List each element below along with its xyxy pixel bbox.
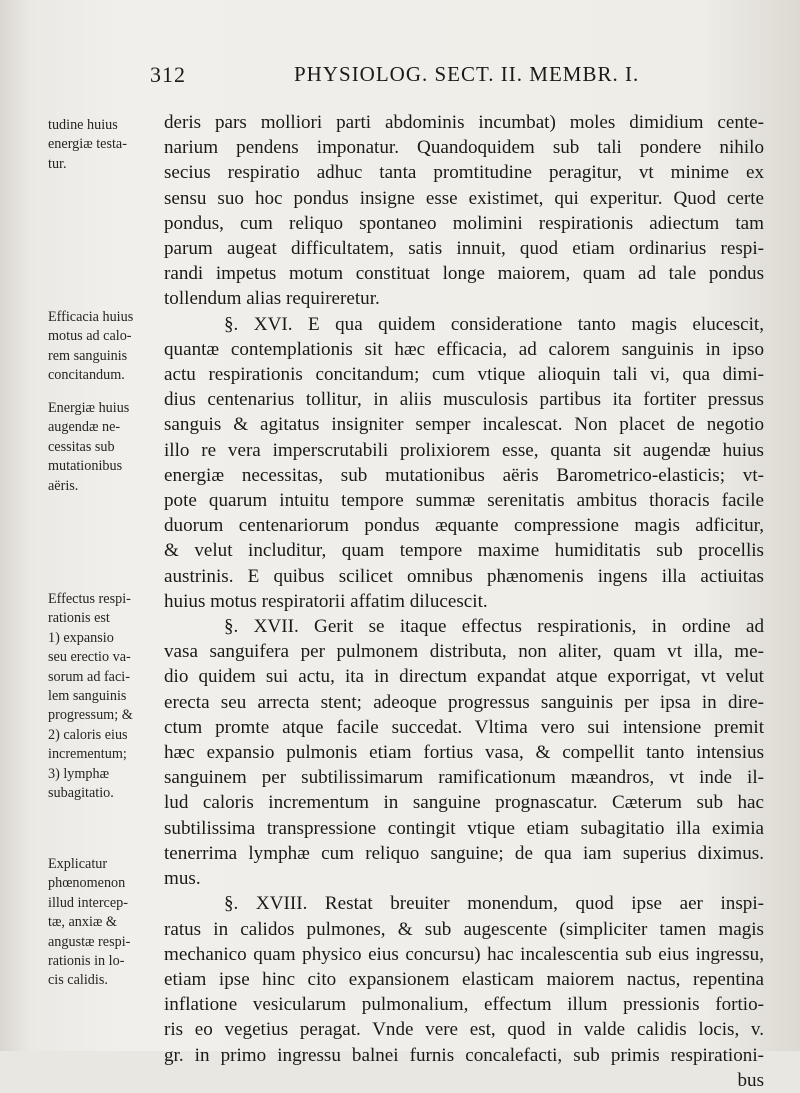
text-line: & velut includitur, quam tempore maxime humiditatis sub procellis xyxy=(164,540,764,562)
sidenote-line: subagitatio. xyxy=(48,785,114,802)
text-line: tollendum alias requireretur. xyxy=(164,288,380,310)
sidenote-line: rationis est xyxy=(48,610,110,627)
sidenote-line: augendæ ne- xyxy=(48,419,121,436)
sidenote-line: illud intercep- xyxy=(48,894,128,911)
sidenote-line: progressum; & xyxy=(48,707,133,724)
text-line: tenerrima lymphæ cum reliquo sanguine; de qua iam superius diximus. xyxy=(164,842,764,864)
page-number: 312 xyxy=(150,62,186,87)
sidenote-line: seu erectio va- xyxy=(48,649,131,666)
text-line: dius centenarius tollitur, in aliis musculosis partibus ita fortiter pressus xyxy=(164,389,764,411)
sidenote-line: sorum ad faci- xyxy=(48,668,130,685)
text-line: hæc expansio pulmonis etiam fortius vasa, & compellit tanto intensius xyxy=(164,742,764,764)
text-line: pondus, cum reliquo spontaneo molimini respirationis adiectum tam xyxy=(164,212,764,234)
sidenote-line: aëris. xyxy=(48,477,79,494)
text-line: deris pars molliori parti abdominis incumbat) moles dimidium cente- xyxy=(164,112,764,133)
sidenote-line: 2) caloris eius xyxy=(48,726,128,743)
sidenote-line: 1) expansio xyxy=(48,629,114,646)
text-line: huius motus respiratorii affatim dilucescit. xyxy=(164,590,488,612)
sidenote-2 xyxy=(48,308,160,386)
text-line: mus. xyxy=(164,868,201,890)
sidenote-line: Effectus respi- xyxy=(48,591,131,607)
text-line: narium pendens imponatur. Quandoquidem sub tali pondere nihilo xyxy=(164,137,764,159)
text-line: ris eo vegetius peragat. Vnde vere est, quod in valde calidis locis, v. xyxy=(164,1019,764,1041)
main-text xyxy=(164,110,764,1093)
text-line: inflatione vesicularum pulmonalium, effectum illum pressionis fortio- xyxy=(164,994,764,1016)
sidenote-line: Explicatur xyxy=(48,856,108,872)
text-line: ctum promte atque facile succedat. Vltima vero sui intensione premit xyxy=(164,716,764,738)
text-line: ratus in calidos pulmones, & sub augescente (simpliciter tamen magis xyxy=(164,918,764,940)
sidenote-1 xyxy=(48,116,160,174)
text-line: etiam ipse hinc cito expansionem elasticam maiorem nactus, repentina xyxy=(164,968,764,990)
text-line: sanguis & agitatus insigniter semper incalescat. Non placet de negotio xyxy=(164,414,764,436)
sidenote-line: angustæ respi- xyxy=(48,933,131,950)
page-header xyxy=(150,62,790,90)
text-line: austrinis. E quibus scilicet omnibus phænomenis ingens illa actiuitas xyxy=(164,565,764,587)
text-line: bus xyxy=(737,1069,764,1091)
sidenote-line: mutationibus xyxy=(48,458,123,475)
sidenote-line: cis calidis. xyxy=(48,972,108,989)
text-line: dio quidem sui actu, ita in directum expandat atque exporrigat, vt velut xyxy=(164,666,764,688)
text-line: gr. in primo ingressu balnei furnis concalefacti, sub primis respirationi- xyxy=(164,1044,764,1066)
text-line: illo re vera imperscrutabili prolixiorem esse, quanta sit augendæ huius xyxy=(164,439,764,461)
sidenote-line: cessitas sub xyxy=(48,438,115,455)
sidenote-line: tudine huius xyxy=(48,117,118,133)
text-line: sensu suo hoc pondus insigne esse existimet, qui experitur. Quod certe xyxy=(164,187,764,209)
text-line: quantæ contemplationis sit hæc efficacia, ad calorem sanguinis in ipso xyxy=(164,338,764,360)
text-line: parum augeat difficultatem, satis innuit, quod etiam ordinarius respi- xyxy=(164,238,764,260)
section-heading-line: §. XVI. E qua quidem consideratione tanto magis elucescit, xyxy=(224,313,764,335)
sidenote-line: rem sanguinis xyxy=(48,347,128,364)
text-line: randi impetus motum constituat longe maiorem, quam ad tale pondus xyxy=(164,263,764,285)
sidenote-4 xyxy=(48,590,160,803)
text-line: pote quarum intuitu tempore summæ serenitatis ambitus thoracis facile xyxy=(164,490,764,512)
sidenote-line: incrementum; xyxy=(48,746,127,763)
sidenote-line: motus ad calo- xyxy=(48,328,132,345)
sidenote-line: concitandum. xyxy=(48,367,125,384)
sidenote-line: energiæ testa- xyxy=(48,136,127,153)
text-line: lud caloris incrementum in sanguine prognascatur. Cæterum sub hac xyxy=(164,792,764,814)
sidenote-line: tæ, anxiæ & xyxy=(48,914,117,931)
text-line: energiæ necessitas, sub mutationibus aëris Barometrico-elasticis; vt- xyxy=(164,464,764,486)
section-heading-line: §. XVII. Gerit se itaque effectus respirationis, in ordine ad xyxy=(224,616,764,638)
sidenote-line: Efficacia huius xyxy=(48,309,134,325)
sidenote-line: 3) lymphæ xyxy=(48,765,110,782)
text-line: sanguinem per subtilissimarum ramificationum mæandros, vt inde il- xyxy=(164,767,764,789)
text-line: secius respiratio adhuc tanta promtitudine peragitur, vt minime ex xyxy=(164,162,764,184)
sidenote-5 xyxy=(48,855,160,991)
sidenote-line: Energiæ huius xyxy=(48,400,130,416)
sidenote-line: tur. xyxy=(48,155,67,172)
sidenote-line: rationis in lo- xyxy=(48,953,125,970)
sidenote-3 xyxy=(48,399,160,496)
text-line: vasa sanguifera per pulmonem distributa, non aliter, quam vt illa, me- xyxy=(164,641,764,663)
text-line: mechanico quam physico eius concursu) hac incalescentia sub eius ingressu, xyxy=(164,943,764,965)
running-title: PHYSIOLOG. SECT. II. MEMBR. I. xyxy=(294,62,640,86)
sidenote-line: phœnomenon xyxy=(48,875,126,892)
text-line: duorum centenariorum pondus æquante compressione magis adficitur, xyxy=(164,515,764,537)
sidenote-line: lem sanguinis xyxy=(48,688,127,705)
text-line: actu respirationis concitandum; cum vtique alioquin tali vi, qua dimi- xyxy=(164,364,764,386)
section-heading-line: §. XVIII. Restat breuiter monendum, quod ipse aer inspi- xyxy=(224,893,764,915)
text-line: subtilissima transpressione contingit vtique etiam subagitatio illa eximia xyxy=(164,817,764,839)
text-line: erecta seu arrecta stent; adeoque progressus sanguinis per ipsa in dire- xyxy=(164,691,764,713)
